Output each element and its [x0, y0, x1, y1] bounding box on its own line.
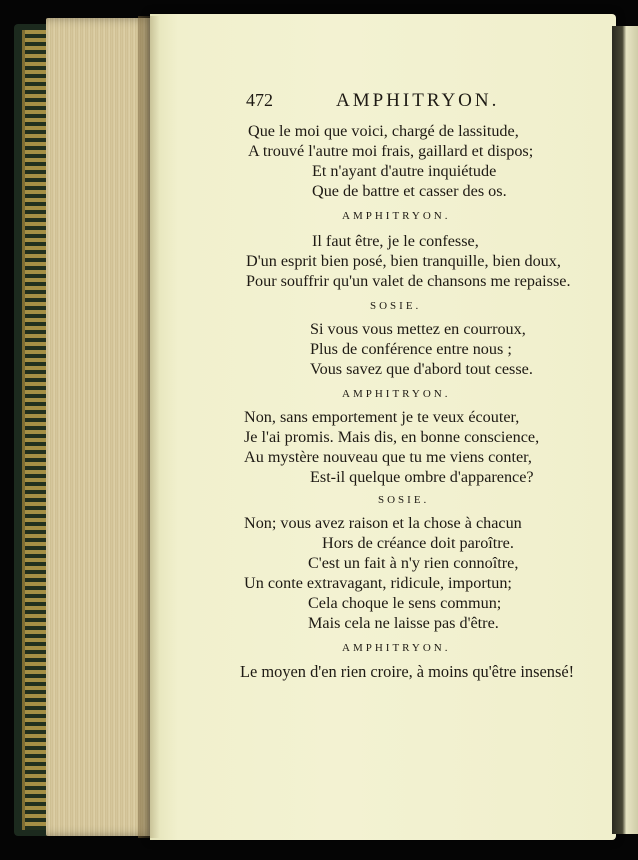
- speaker-name: SOSIE.: [378, 494, 430, 506]
- verse-line: Non; vous avez raison et la chose à chacun: [244, 514, 522, 532]
- verse-line: Hors de créance doit paroître.: [322, 534, 514, 552]
- page-header: [246, 90, 596, 114]
- verse-line: Mais cela ne laisse pas d'être.: [308, 614, 499, 632]
- verse-line: Que de battre et casser des os.: [312, 182, 507, 200]
- speaker-name: AMPHITRYON.: [342, 210, 451, 222]
- verse-line: D'un esprit bien posé, bien tranquille, bien doux,: [246, 252, 561, 270]
- speaker-name: AMPHITRYON.: [342, 642, 451, 654]
- speaker-name: SOSIE.: [370, 300, 422, 312]
- verse-line: Est-il quelque ombre d'apparence?: [310, 468, 534, 486]
- verse-line: Au mystère nouveau que tu me viens conter,: [244, 448, 532, 466]
- gutter-shadow: [138, 16, 160, 838]
- verse-line: Et n'ayant d'autre inquiétude: [312, 162, 497, 180]
- verse-line: Le moyen d'en rien croire, à moins qu'être insensé!: [240, 662, 575, 681]
- verse-line: Il faut être, je le confesse,: [312, 232, 479, 250]
- verse-line: Je l'ai promis. Mais dis, en bonne conscience,: [244, 428, 540, 446]
- running-title: AMPHITRYON.: [336, 90, 500, 111]
- verse-line: Que le moi que voici, chargé de lassitude,: [248, 122, 519, 140]
- verse-line: Vous savez que d'abord tout cesse.: [310, 360, 533, 378]
- verse-line: Un conte extravagant, ridicule, importun;: [244, 574, 512, 592]
- verse-line: Si vous vous mettez en courroux,: [310, 320, 526, 338]
- verse-line: Non, sans emportement je te veux écouter,: [244, 408, 520, 426]
- verse-line: A trouvé l'autre moi frais, gaillard et dispos;: [248, 142, 534, 160]
- verse-line: C'est un fait à n'y rien connoître,: [308, 554, 519, 572]
- page-number: 472: [246, 90, 273, 110]
- verse-line: Cela choque le sens commun;: [308, 594, 502, 612]
- facing-page-edge: [612, 26, 638, 834]
- verse-line: Plus de conférence entre nous ;: [310, 340, 512, 358]
- verse-line: Pour souffrir qu'un valet de chansons me repaisse.: [246, 272, 571, 290]
- speaker-name: AMPHITRYON.: [342, 388, 451, 400]
